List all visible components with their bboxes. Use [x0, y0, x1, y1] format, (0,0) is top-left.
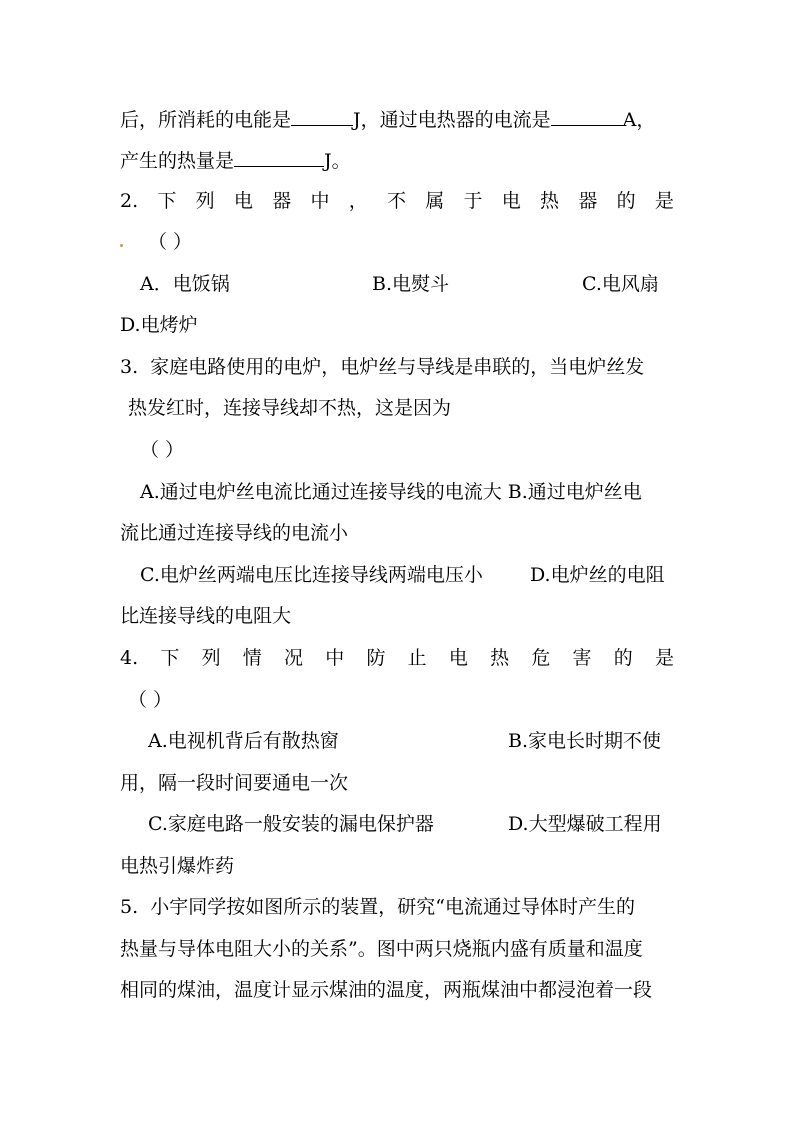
q3-option-ab-line-1[interactable]: A.通过电炉丝电流比通过连接导线的电流大 B.通过电炉丝电: [140, 481, 642, 503]
q2-option-b[interactable]: B.电熨斗: [372, 273, 450, 295]
q1-text-b: J，通过电热器的电流是: [353, 109, 551, 131]
q3-option-d-line-2[interactable]: 比连接导线的电阻大: [120, 605, 292, 627]
q4-option-d-line-1[interactable]: D.大型爆破工程用: [508, 813, 662, 835]
q4-number: 4.: [120, 647, 139, 669]
q4-option-c[interactable]: C.家庭电路一般安装的漏电保护器: [148, 813, 434, 835]
q2-char: 中: [310, 190, 330, 212]
q3-option-d-line-1[interactable]: D.电炉丝的电阻: [530, 564, 665, 586]
q2-char: 列: [195, 190, 215, 212]
q4-char: 危: [531, 647, 551, 669]
q1-text-e: J。: [324, 150, 351, 172]
q1-blank-heat[interactable]: [234, 148, 324, 167]
q5-line-1: [120, 895, 635, 919]
q3-number: 3.: [120, 356, 139, 378]
q2-char: 器: [272, 190, 292, 212]
q4-option-b-line-2[interactable]: 用，隔一段时间要通电一次: [120, 772, 349, 794]
q2-number: 2.: [120, 190, 139, 212]
q3-stem-line-2: 热发红时，连接导线却不热，这是因为: [128, 397, 452, 419]
q5-line-3: 相同的煤油，温度计显示煤油的温度，两瓶煤油中都浸泡着一段: [120, 979, 653, 1001]
q2-char: 于: [463, 190, 483, 212]
q3-option-c[interactable]: C.电炉丝两端电压比连接导线两端电压小: [140, 564, 483, 586]
q5-line-2: 热量与导体电阻大小的关系”。图中两只烧瓶内盛有质量和温度: [120, 938, 643, 960]
q4-char: 电: [448, 647, 468, 669]
q3-option-ab-line-2[interactable]: 流比通过连接导线的电流小: [120, 522, 349, 544]
q4-char: 况: [284, 647, 304, 669]
q1-line-1: [120, 107, 655, 131]
q1-text-a: 后，所消耗的电能是: [120, 109, 292, 131]
q4-char: 害: [572, 647, 592, 669]
stray-dot-mark: [120, 244, 123, 247]
q2-char: 电: [233, 190, 253, 212]
q4-char: 防: [366, 647, 386, 669]
q3-stem-line-1: [120, 355, 644, 379]
q4-char: 热: [490, 647, 510, 669]
q2-char: 电: [501, 190, 521, 212]
q5-number: 5.: [120, 896, 139, 918]
q1-text-d: 产生的热量是: [120, 150, 235, 172]
q4-stem: [120, 646, 674, 670]
q2-char: 属: [425, 190, 445, 212]
q4-char: 下: [160, 647, 180, 669]
q2-stem: [120, 189, 674, 213]
q2-option-d[interactable]: D.电烤炉: [120, 314, 198, 336]
q2-char: 下: [157, 190, 177, 212]
q2-char: ，: [348, 190, 368, 212]
q4-char: 情: [242, 647, 262, 669]
q2-option-a[interactable]: A．电饭锅: [140, 273, 230, 295]
q2-answer-paren[interactable]: （ ）: [148, 231, 193, 253]
q4-option-d-line-2[interactable]: 电热引爆炸药: [120, 855, 235, 877]
q2-char: 器: [578, 190, 598, 212]
q4-answer-paren[interactable]: （ ）: [128, 689, 173, 711]
q3-stem-text-1: 家庭电路使用的电炉，电炉丝与导线是串联的，当电炉丝发: [150, 356, 645, 378]
q4-char: 的: [613, 647, 633, 669]
q2-char: 的: [616, 190, 636, 212]
q2-char: 不: [386, 190, 406, 212]
q1-blank-energy[interactable]: [291, 107, 353, 126]
q4-char: 止: [407, 647, 427, 669]
q3-answer-paren[interactable]: （ ）: [140, 439, 185, 461]
q1-blank-current[interactable]: [551, 107, 623, 126]
q2-option-c[interactable]: C.电风扇: [582, 273, 659, 295]
q2-char: 热: [540, 190, 560, 212]
q5-text-1: 小宇同学按如图所示的装置，研究“电流通过导体时产生的: [150, 896, 635, 918]
q4-char: 是: [654, 647, 674, 669]
q4-option-b-line-1[interactable]: B.家电长时期不使: [508, 730, 662, 752]
q2-char: 是: [654, 190, 674, 212]
q1-text-c: A，: [622, 109, 656, 131]
q4-char: 列: [201, 647, 221, 669]
q1-line-2: [120, 148, 351, 172]
q4-option-a[interactable]: A.电视机背后有散热窗: [148, 730, 339, 752]
q4-char: 中: [325, 647, 345, 669]
